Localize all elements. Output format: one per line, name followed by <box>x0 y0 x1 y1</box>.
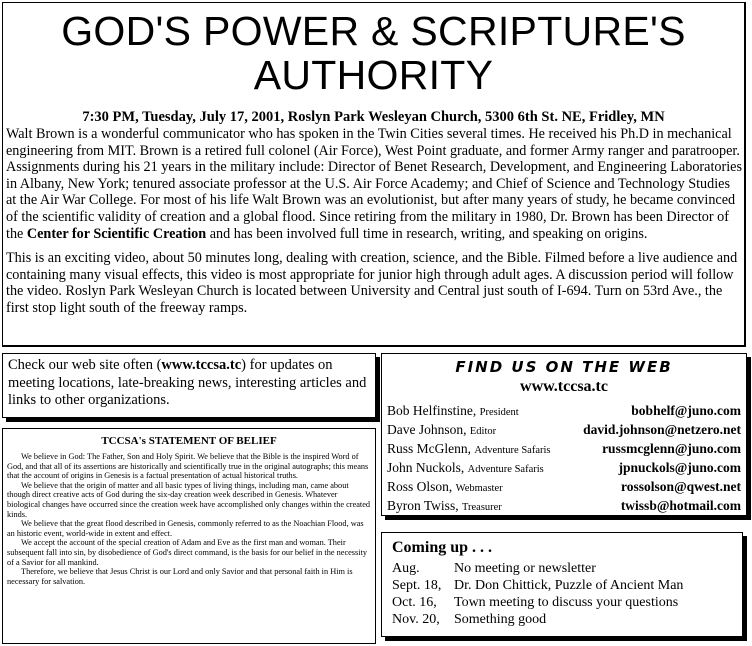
name-text: John Nuckols, <box>387 460 465 475</box>
contact-role: President <box>479 407 519 418</box>
contact-row <box>387 497 741 516</box>
article-title: GOD'S POWER & SCRIPTURE'S AUTHORITY <box>61 8 686 98</box>
belief-paragraph: We accept the account of the special creation of Adam and Eve as the first man and woman. Their subsequent fall into sin, by disobedience of God's direct command, is the basis for our belief in the necessity of a Savior for all mankind. <box>7 538 368 567</box>
event-date: Nov. 20, <box>392 612 440 627</box>
contact-email[interactable]: david.johnson@netzero.net <box>583 422 741 437</box>
event-text: Town meeting to discuss your questions <box>454 595 679 610</box>
belief-paragraph: We believe in God: The Father, Son and Holy Spirit. We believe that the Bible is the inspired Word of God, and that all of its assertions are historically and scientifically true in the original autographs; this means that the account of origins in Genesis is a factual presentation of actual historical truths. <box>7 452 369 481</box>
coming-up-heading: Coming up . . . <box>392 539 493 556</box>
paragraph-text: and has been involved full time in research, writing, and speaking on origins. <box>206 225 648 242</box>
belief-paragraph: Therefore, we believe that Jesus Christ is our Lord and only Savior and that personal faith in Him is necessary for salvation. <box>7 567 353 586</box>
notice-text: ) for updates on meeting locations, late-breaking news, interesting articles and links to other organizations. <box>8 357 367 408</box>
name-text: Bob Helfinstine, <box>387 403 477 418</box>
contact-role: Webmaster <box>455 483 503 494</box>
paragraph-text: Walt Brown is a wonderful communicator who has spoken in the Twin Cities several times. He received his Ph.D in mechanical engineering from MIT. Brown is a retired full colonel (Air Force), West Point graduate, and former Army ranger and paratrooper. Assignments during his 21 years in the military include: Director of Benet Research, Development, and Engineering Laboratories in Albany, New York; tenured associate professor at the U.S. Air Force Academy; and Chief of Science and Technology Studies at the Air War College. For most of his life Walt Brown was an evolutionist, but after many years of study, he became convinced of the scientific validity of creation and a global flood. Since retiring from the military in 1980, Dr. Brown has been Director of the <box>6 126 742 242</box>
name-text: Ross Olson, <box>387 479 453 494</box>
event-date: Aug. <box>392 561 420 576</box>
event-item <box>392 560 732 577</box>
event-text: Dr. Don Chittick, Puzzle of Ancient Man <box>454 578 684 593</box>
event-item <box>392 577 732 594</box>
contact-name <box>387 459 544 478</box>
article-paragraph-2: This is an exciting video, about 50 minutes long, dealing with creation, science, and the Bible. Filmed before a live audience and containing many visual effects, this video is most appropriate for junior high through adult ages. A discussion period will follow the video. Roslyn Park Wesleyan Church is located between University and Central just south of I-694. Turn on 53rd Ave., the first stop light south of the freeway ramps. <box>6 250 738 316</box>
contact-name <box>387 478 503 497</box>
event-details: 7:30 PM, Tuesday, July 17, 2001, Roslyn Park Wesleyan Church, 5300 6th St. NE, Fridley, MN <box>82 109 665 125</box>
contact-row <box>387 440 741 459</box>
contact-name <box>387 421 496 440</box>
contact-role: Adventure Safaris <box>467 464 544 475</box>
contact-row <box>387 478 741 497</box>
contact-email[interactable]: rossolson@qwest.net <box>621 479 741 494</box>
contact-row <box>387 402 741 421</box>
event-text: No meeting or newsletter <box>454 561 596 576</box>
find-us-heading: FIND US ON THE WEB <box>455 358 673 376</box>
statement-of-belief <box>2 428 376 644</box>
contact-role: Editor <box>469 426 497 437</box>
website-link[interactable]: www.tccsa.tc <box>520 378 608 395</box>
contact-email[interactable]: jpnuckols@juno.com <box>618 460 741 475</box>
main-article <box>2 2 746 347</box>
name-text: Russ McGlenn, <box>387 441 471 456</box>
name-text: Byron Twiss, <box>387 498 459 513</box>
event-date: Oct. 16, <box>392 595 437 610</box>
web-notice-box <box>2 353 376 418</box>
website-link[interactable]: www.tccsa.tc <box>161 357 242 373</box>
notice-text: Check our web site often ( <box>8 357 162 373</box>
event-item <box>392 594 732 611</box>
center-name: Center for Scientific Creation <box>26 225 207 242</box>
belief-paragraph: We believe that the great flood described in Genesis, commonly referred to as the Noachian Flood, was an historic event, world-wide in extent and effect. <box>7 519 364 538</box>
contact-name <box>387 497 502 516</box>
name-text: Dave Johnson, <box>387 422 467 437</box>
article-paragraph-1 <box>3 126 744 242</box>
contact-role: Treasurer <box>461 502 502 513</box>
find-us-box <box>381 353 747 516</box>
contact-row <box>387 459 741 478</box>
contact-role: Adventure Safaris <box>474 445 551 456</box>
coming-up-box <box>381 532 743 637</box>
contact-name <box>387 402 519 421</box>
event-text: Something good <box>454 612 547 627</box>
event-date: Sept. 18, <box>392 578 442 593</box>
contact-row <box>387 421 741 440</box>
contact-name <box>387 440 550 459</box>
contact-email[interactable]: bobhelf@juno.com <box>631 403 741 418</box>
belief-heading: TCCSA's STATEMENT OF BELIEF <box>101 435 277 447</box>
event-item <box>392 611 732 628</box>
contact-email[interactable]: russmcglenn@juno.com <box>602 441 741 456</box>
belief-paragraph: We believe that the origin of matter and all basic types of living things, including man, came about though direct creative acts of God during the six-day creation week described in Genesis. Whatever biological changes have occurred since the creation week have accomplished only changes within the created kinds. <box>7 480 371 519</box>
contact-email[interactable]: twissb@hotmail.com <box>620 498 741 513</box>
